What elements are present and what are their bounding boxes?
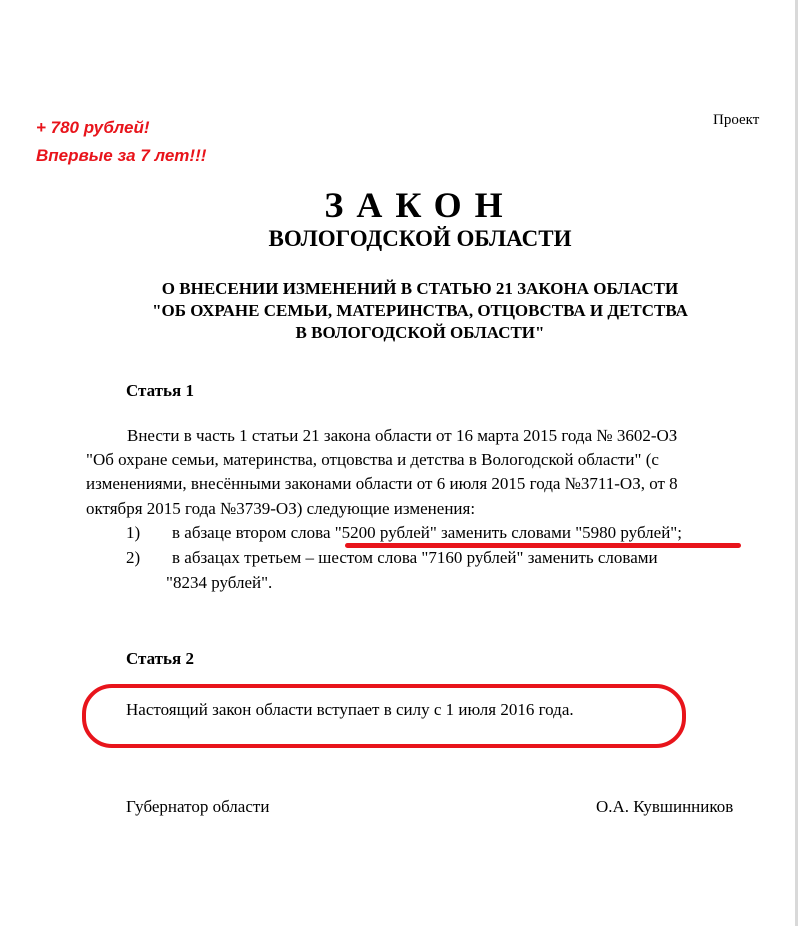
article-2-text: Настоящий закон области вступает в силу с 1 июля 2016 года. <box>126 700 574 719</box>
signature-position: Губернатор области <box>126 797 270 816</box>
annotation-line-1: + 780 рублей! <box>36 118 150 137</box>
item-2-number: 2) <box>126 548 141 567</box>
paragraph-line: "Об охране семьи, материнства, отцовства и детства в Вологодской области" (с <box>86 450 659 470</box>
paragraph-line: изменениями, внесёнными законами области от 6 июля 2015 года №3711-ОЗ, от 8 <box>86 474 678 494</box>
law-name <box>115 278 725 344</box>
red-ellipse-highlight <box>82 684 686 748</box>
article-2-heading: Статья 2 <box>126 649 194 668</box>
draft-label: Проект <box>713 112 760 128</box>
law-name-line: В ВОЛОГОДСКОЙ ОБЛАСТИ" <box>295 323 545 342</box>
annotation-line-2: Впервые за 7 лет!!! <box>36 146 207 165</box>
item-2-continuation: "8234 рублей". <box>166 573 273 592</box>
document-title: ЗАКОН <box>324 185 516 225</box>
article-1-heading: Статья 1 <box>126 381 194 400</box>
item-2-text: в абзацах третьем – шестом слова "7160 рублей" заменить словами <box>172 548 658 567</box>
article-1-paragraph <box>86 424 746 521</box>
law-name-line: "ОБ ОХРАНЕ СЕМЬИ, МАТЕРИНСТВА, ОТЦОВСТВА И ДЕТСТВА <box>152 301 688 320</box>
paragraph-line: октября 2015 года №3739-ОЗ) следующие изменения: <box>86 498 476 518</box>
signature-name: О.А. Кувшинников <box>596 797 734 816</box>
item-1-number: 1) <box>126 523 141 542</box>
document-subtitle: ВОЛОГОДСКОЙ ОБЛАСТИ <box>268 226 572 251</box>
item-1-text: в абзаце втором слова "5200 рублей" заменить словами "5980 рублей"; <box>172 523 682 542</box>
law-name-line: О ВНЕСЕНИИ ИЗМЕНЕНИЙ В СТАТЬЮ 21 ЗАКОНА ОБЛАСТИ <box>161 279 679 298</box>
paragraph-line: Внести в часть 1 статьи 21 закона области от 16 марта 2015 года № 3602-ОЗ <box>127 426 678 445</box>
red-underline-highlight <box>345 543 741 548</box>
